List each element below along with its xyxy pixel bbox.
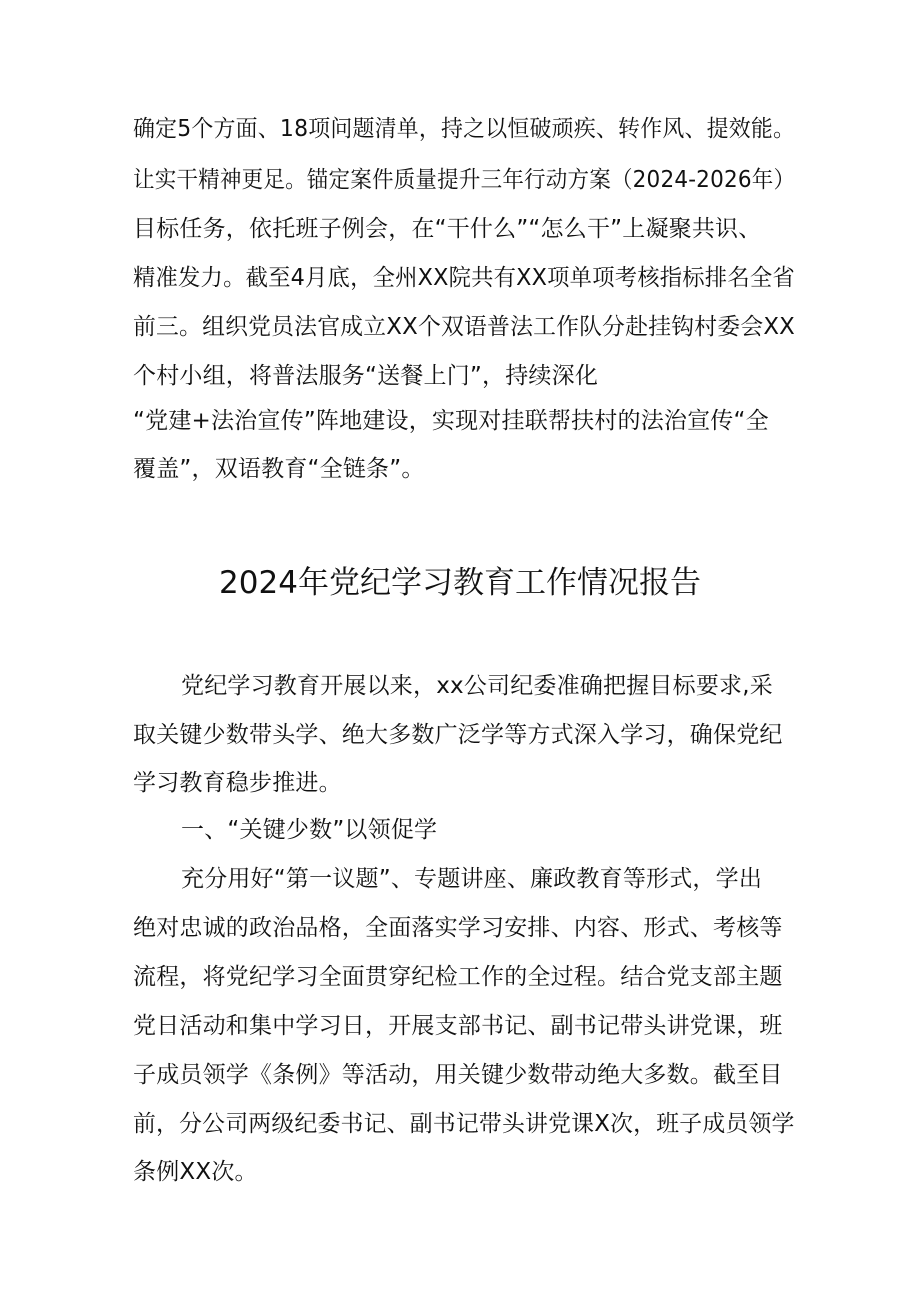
paragraph-line: 党日活动和集中学习日，开展支部书记、副书记带头讲党课，班: [133, 1013, 783, 1039]
paragraph-line: 流程，将党纪学习全面贯穿纪检工作的全过程。结合党支部主题: [133, 964, 783, 990]
paragraph-line: 学习教育稳步推进。: [133, 770, 342, 796]
paragraph-line: 让实干精神更足。锚定案件质量提升三年行动方案（2024-2026年）: [133, 167, 796, 193]
paragraph-line: 前，分公司两级纪委书记、副书记带头讲党课X次，班子成员领学: [133, 1111, 795, 1137]
paragraph-line: 党纪学习教育开展以来，xx公司纪委准确把握目标要求,采: [181, 673, 773, 699]
paragraph-line: 子成员领学《条例》等活动，用关键少数带动绝大多数。截至目: [133, 1062, 783, 1088]
section-heading: 一、“关键少数”以领促学: [181, 817, 438, 843]
paragraph-line: 取关键少数带头学、绝大多数广泛学等方式深入学习，确保党纪: [133, 722, 783, 748]
paragraph-line: 绝对忠诚的政治品格，全面落实学习安排、内容、形式、考核等: [133, 915, 783, 941]
paragraph-line: 前三。组织党员法官成立XX个双语普法工作队分赴挂钩村委会XX: [133, 314, 796, 340]
paragraph-line: 目标任务，依托班子例会，在“干什么”“怎么干”上凝聚共识、: [133, 216, 762, 242]
paragraph-line: 精准发力。截至4月底，全州XX院共有XX项单项考核指标排名全省: [133, 265, 795, 291]
report-title: 2024年党纪学习教育工作情况报告: [219, 565, 701, 601]
paragraph-line: 条例XX次。: [133, 1159, 258, 1185]
paragraph-line: 覆盖”，双语教育“全链条”。: [133, 456, 425, 482]
paragraph-line: 充分用好“第一议题”、专题讲座、廉政教育等形式，学出: [181, 866, 763, 892]
paragraph-line: “党建+法治宣传”阵地建设，实现对挂联帮扶村的法治宣传“全: [133, 408, 769, 434]
paragraph-line: 个村小组，将普法服务“送餐上门”，持续深化: [133, 363, 599, 389]
paragraph-line: 确定5个方面、18项问题清单，持之以恒破顽疾、转作风、提效能。: [133, 116, 796, 142]
